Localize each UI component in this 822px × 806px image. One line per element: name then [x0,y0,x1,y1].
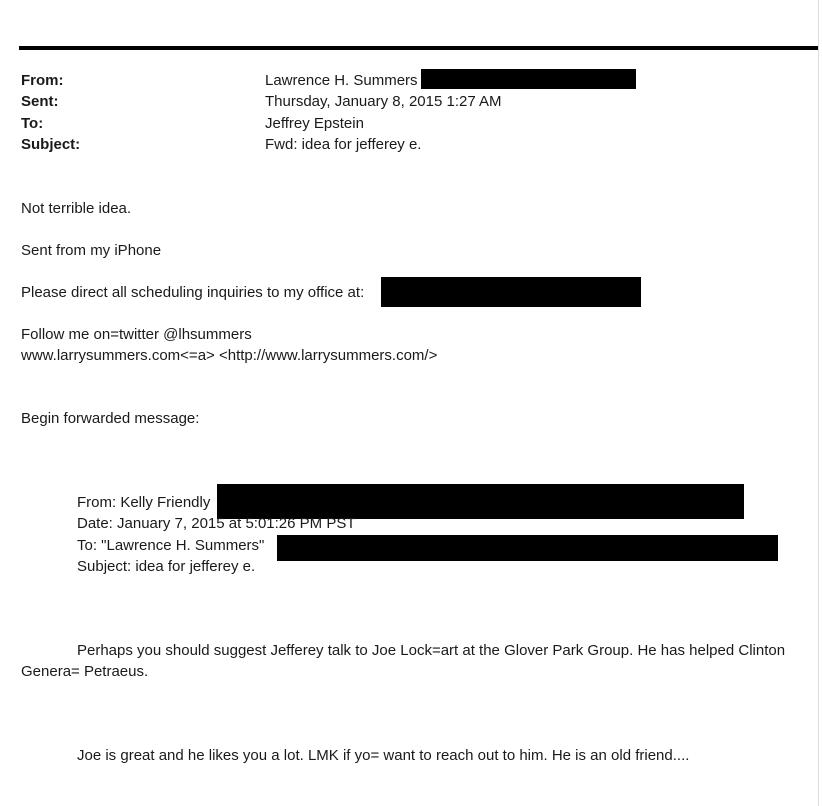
sent-value: Thursday, January 8, 2015 1:27 AM [265,93,502,110]
body-line-begin-forwarded: Begin forwarded message: [21,410,200,427]
subject-label: Subject: [21,136,81,153]
to-value: Jeffrey Epstein [265,115,364,132]
header-rule [19,46,818,50]
to-label: To: [21,115,44,132]
fwd-subject: Subject: idea for jefferey e. [77,558,256,575]
body-line-not-terrible: Not terrible idea. [21,200,132,217]
fwd-para1-line1: Perhaps you should suggest Jefferey talk to Joe Lock=art at the Glover Park Group. He has helped Clinton [77,642,786,659]
body-line-sent-from: Sent from my iPhone [21,242,162,259]
body-line-twitter: Follow me on=twitter @lhsummers [21,326,252,343]
fwd-date: Date: January 7, 2015 at 5:01:26 PM PST [77,515,356,532]
from-label: From: [21,72,64,89]
body-line-scheduling: Please direct all scheduling inquiries to my office at: [21,284,365,301]
body-line-website: www.larrysummers.com<=a> <http://www.larrysummers.com/> [21,347,438,364]
redaction-office-contact [381,277,641,307]
fwd-para1-line2: Genera= Petraeus. [21,663,149,680]
page-edge [818,0,819,806]
fwd-from: From: Kelly Friendly [77,494,211,511]
subject-value: Fwd: idea for jefferey e. [265,136,422,153]
sent-label: Sent: [21,93,59,110]
fwd-to: To: "Lawrence H. Summers" [77,537,265,554]
from-value: Lawrence H. Summers [265,72,418,89]
redaction-fwd-to [277,535,778,561]
fwd-para2: Joe is great and he likes you a lot. LMK if yo= want to reach out to him. He is an old friend.... [77,747,690,764]
redaction-from-email [421,69,636,89]
